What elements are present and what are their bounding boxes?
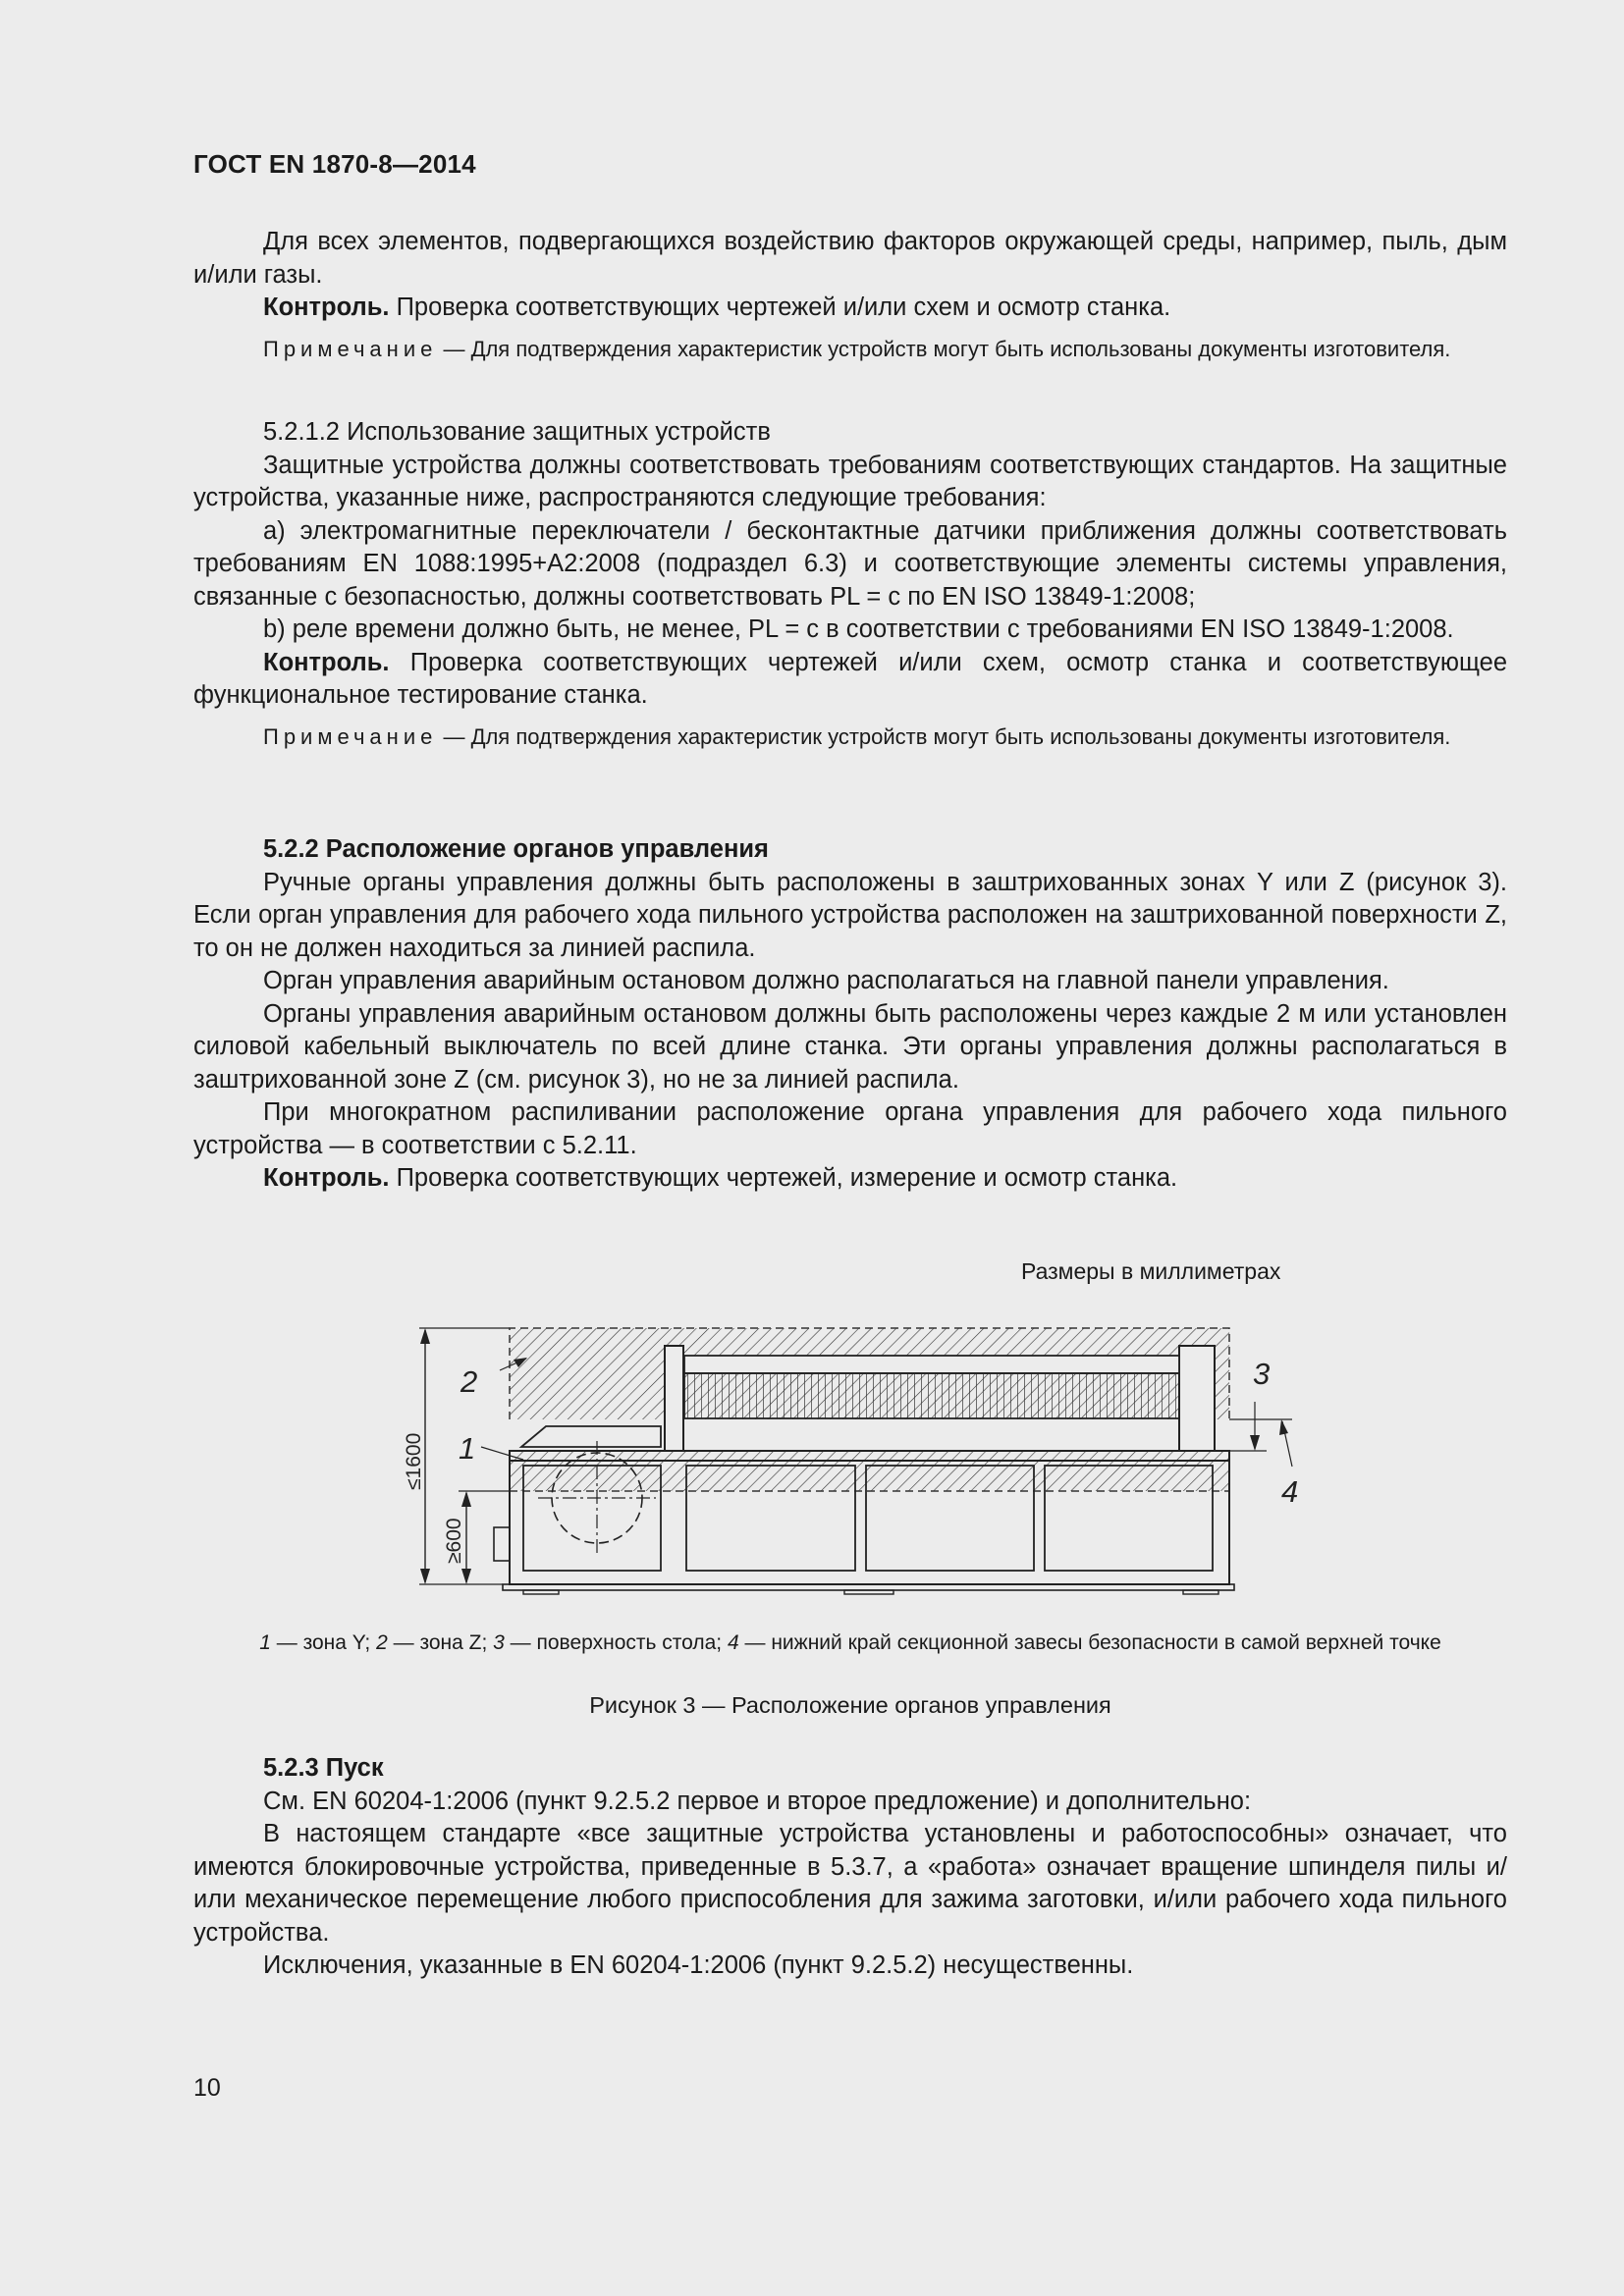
legend-number: 3 [493, 1631, 505, 1654]
control-label: Контроль. [263, 1164, 390, 1192]
paragraph: Для всех элементов, подвергающихся воздействию факторов окружающей среды, например, пыль, дым и/или газы. [193, 228, 1507, 289]
right-column [1179, 1346, 1215, 1451]
legend-text: — нижний край секционной завесы безопасности в самой верхней точке [738, 1631, 1441, 1654]
control-text: Проверка соответствующих чертежей и/или схем, осмотр станка и соответствующее функциональное тестирование станка. [193, 648, 1507, 709]
safety-curtain-sections [684, 1373, 1179, 1418]
control-text: Проверка соответствующих чертежей и/или схем и осмотр станка. [389, 294, 1171, 321]
control-text: Проверка соответствующих чертежей, измерение и осмотр станка. [389, 1164, 1178, 1192]
dim-label-1600: ≤1600 [403, 1432, 425, 1490]
list-item-a: a) электромагнитные переключатели / бесконтактные датчики приближения должны соответствовать требованиям EN 1088:1995+А2:2008 (подраздел 6.3) и соответствующие элементы системы управления, связанные с безопасностью, должны соответствовать PL = с по EN ISO 13849-1:2008; [193, 516, 1507, 611]
section-heading [193, 1752, 1507, 1786]
note-label: Примечание [263, 336, 438, 361]
legend-text: — зона Y; [270, 1631, 377, 1654]
dim-label-600: ≥600 [443, 1518, 465, 1564]
section-heading: 5.2.1.2 Использование защитных устройств [263, 418, 771, 446]
label-1: 1 [459, 1431, 476, 1466]
section-5-2-3 [193, 1752, 1507, 1983]
note-text: — Для подтверждения характеристик устройств могут быть использованы документы изготовителя. [437, 336, 1451, 361]
paragraph: Защитные устройства должны соответствовать требованиям соответствующих стандартов. На защитные устройства, указанные ниже, распространяются следующие требования: [193, 451, 1507, 511]
document-header: ГОСТ EN 1870-8—2014 [193, 149, 476, 179]
legend-number: 4 [727, 1631, 739, 1654]
section-heading-text: 5.2.3 Пуск [263, 1754, 384, 1782]
control-panel [521, 1426, 661, 1447]
list-item-b: b) реле времени должно быть, не менее, PL = с в соответствии с требованиями EN ISO 13849-1:2008. [263, 615, 1454, 643]
figure-caption: Рисунок 3 — Расположение органов управления [589, 1692, 1111, 1718]
note-text: — Для подтверждения характеристик устройств могут быть использованы документы изготовителя. [437, 723, 1451, 749]
page-number: 10 [193, 2074, 221, 2102]
safety-curtain [684, 1356, 1179, 1373]
label-4: 4 [1281, 1474, 1299, 1509]
control-label: Контроль. [263, 294, 390, 321]
note-label: Примечание [263, 723, 438, 749]
paragraph: Ручные органы управления должны быть расположены в заштрихованных зонах Y или Z (рисунок 3). Если орган управления для рабочего хода пильного устройства расположен на заштрихованной поверхности Z, то он не должен находиться за линией распила. [193, 868, 1507, 962]
figure-units-note: Размеры в миллиметрах [1021, 1258, 1281, 1284]
left-column [665, 1346, 683, 1451]
legend-text: — зона Z; [387, 1631, 494, 1654]
legend-number: 1 [259, 1631, 271, 1654]
control-label: Контроль. [263, 648, 390, 676]
paragraph: Органы управления аварийным остановом должны быть расположены через каждые 2 м или установлен силовой кабельный выключатель по всей длине станка. Эти органы управления должны располагаться в заштрихованной зоне Z (см. рисунок 3), но не за линией распила. [193, 999, 1507, 1094]
paragraph: Исключения, указанные в EN 60204-1:2006 (пункт 9.2.5.2) несущественны. [263, 1951, 1134, 1979]
label-2: 2 [460, 1364, 478, 1399]
legend-number: 2 [376, 1631, 388, 1654]
paragraph: В настоящем стандарте «все защитные устройства установлены и работоспособны» означает, что имеются блокировочные устройства, приведенные в 5.3.7, а «работа» означает вращение шпинделя пилы и/или механическое перемещение любого приспособления для зажима заготовки, и/или рабочего хода пильного устройства. [193, 1820, 1507, 1947]
zone-y-hatch [510, 1451, 1229, 1491]
section-heading-text: 5.2.2 Расположение органов управления [263, 835, 769, 863]
paragraph: При многократном распиливании расположение органа управления для рабочего хода пильного устройства — в соответствии с 5.2.11. [193, 1098, 1507, 1159]
paragraph: См. EN 60204-1:2006 (пункт 9.2.5.2 первое и второе предложение) и дополнительно: [263, 1787, 1252, 1815]
figure-legend [193, 1631, 1507, 1655]
legend-text: — поверхность стола; [504, 1631, 728, 1654]
paragraph: Орган управления аварийным остановом должно располагаться на главной панели управления. [263, 967, 1389, 994]
label-3: 3 [1253, 1357, 1271, 1391]
